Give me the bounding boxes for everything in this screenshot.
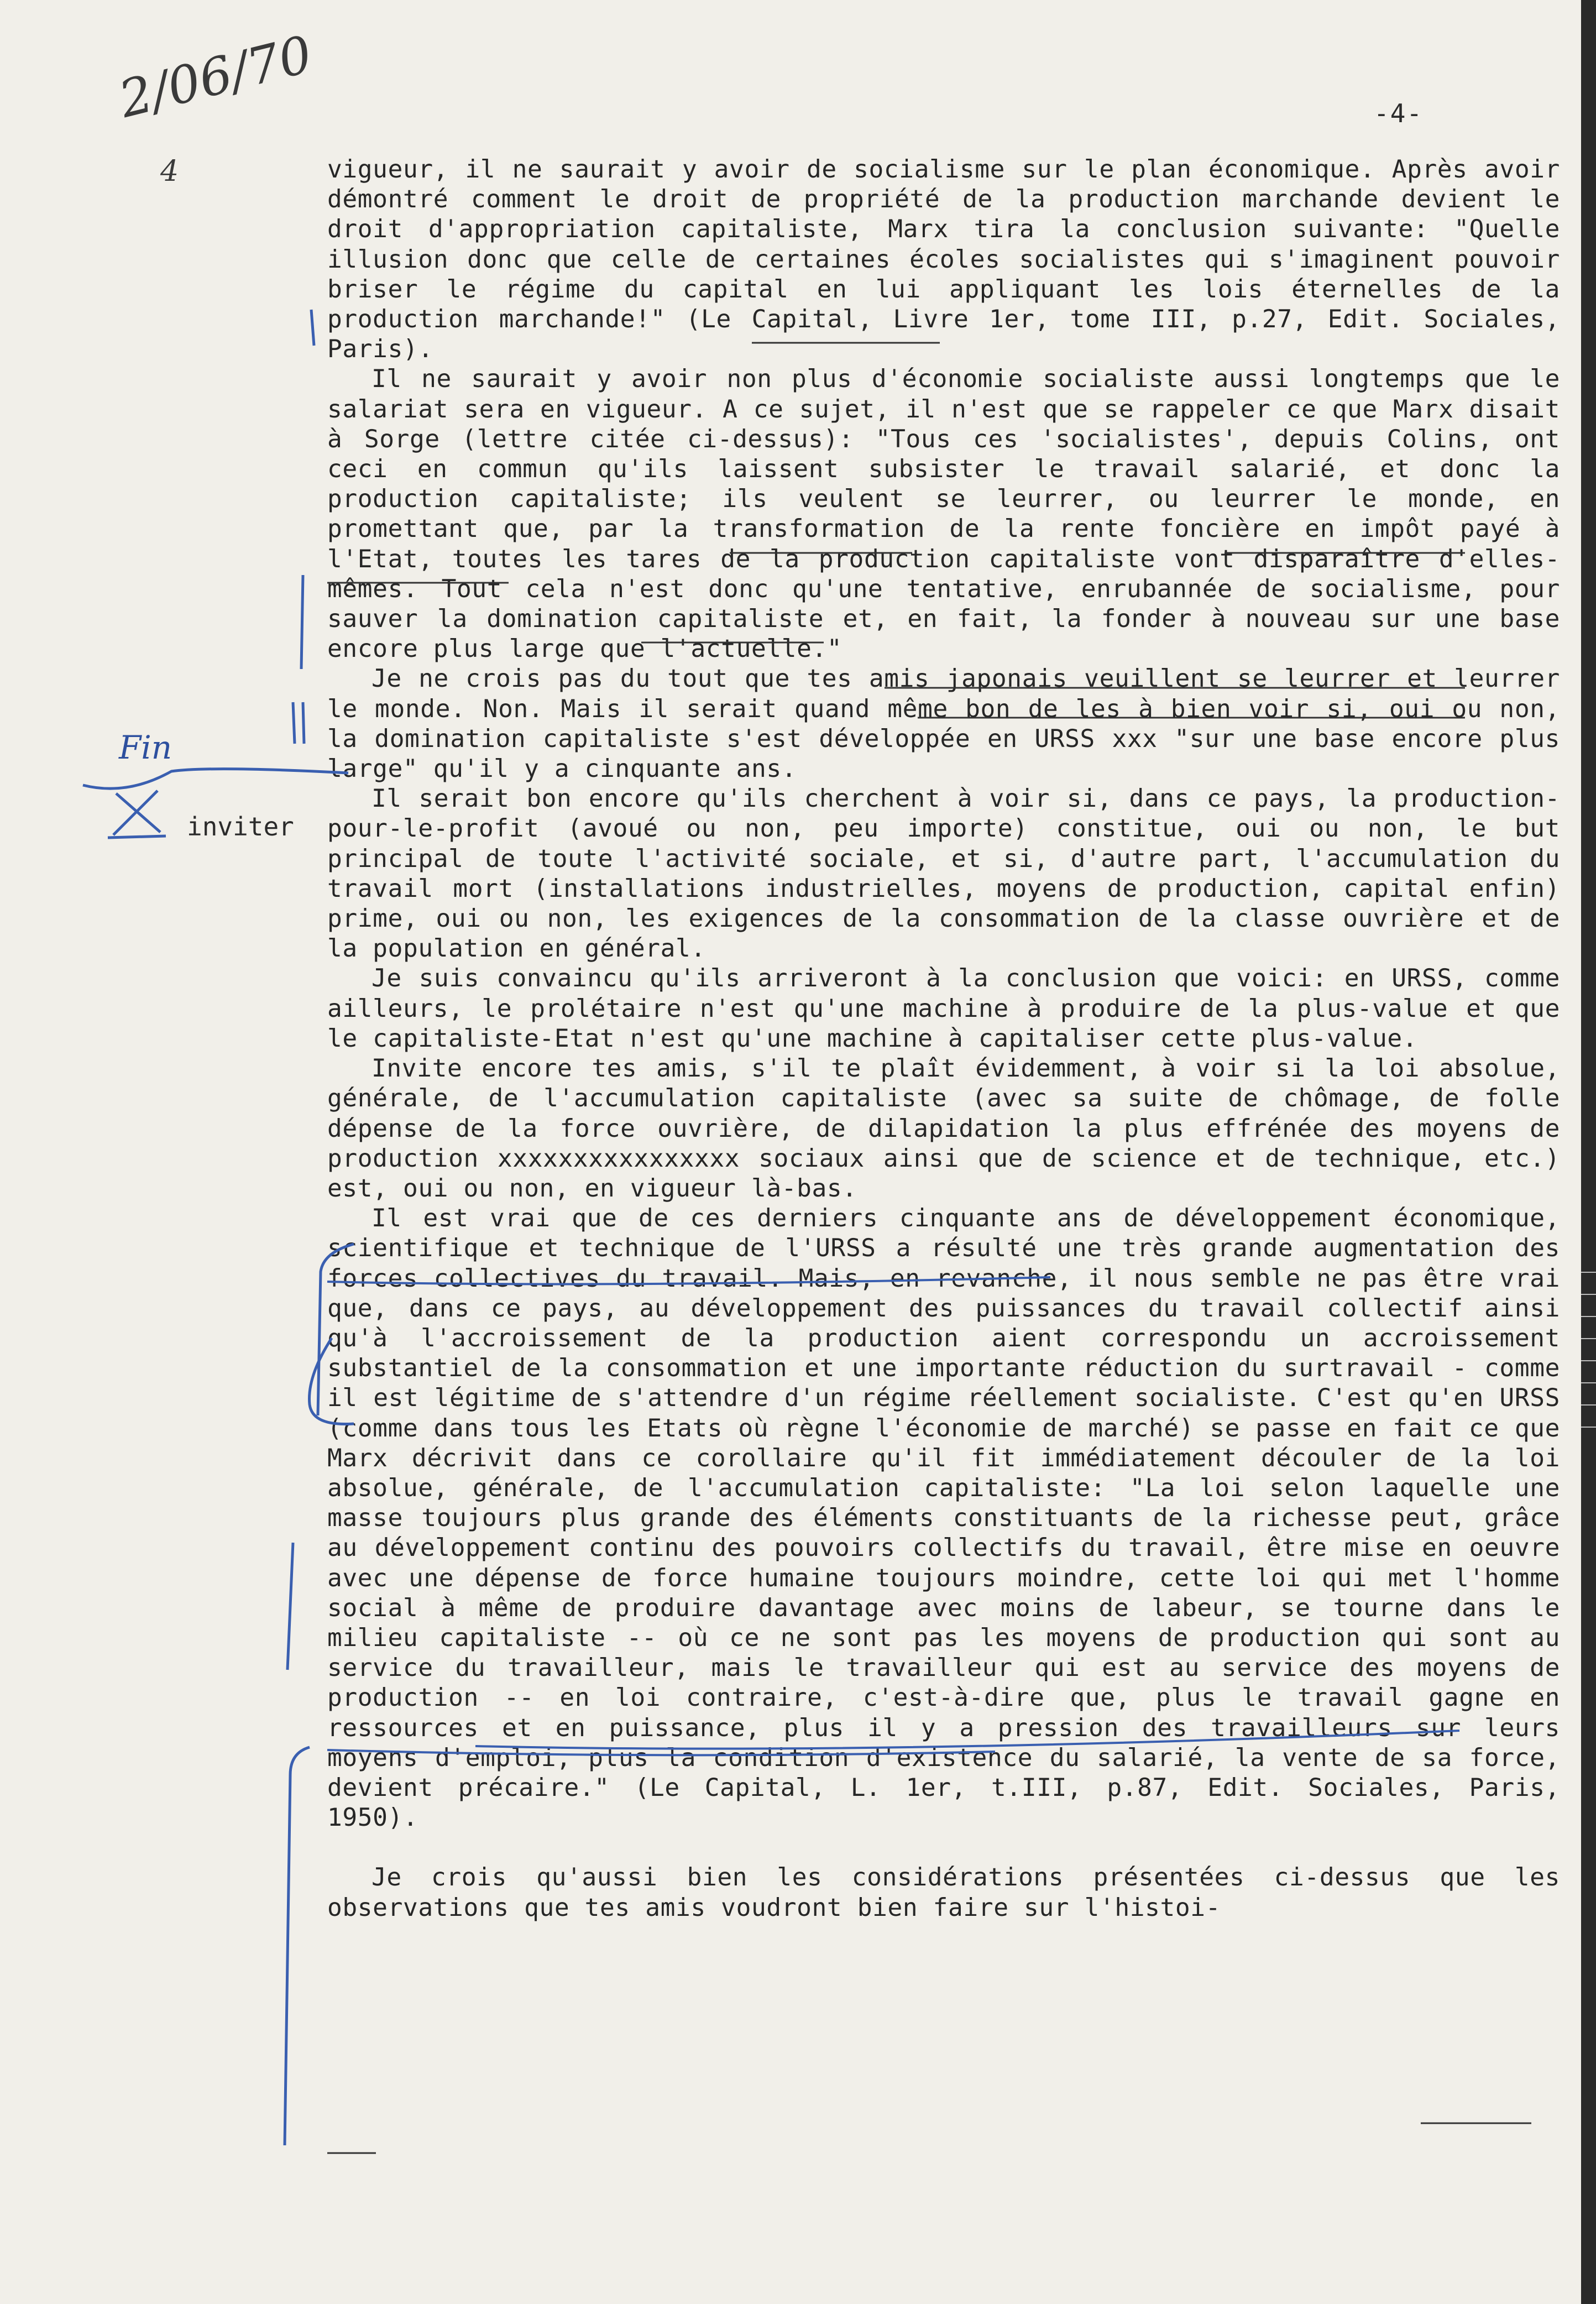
paragraph-8: Je crois qu'aussi bien les considérations présentées ci-dessus que les observations que tes amis voudront bien faire sur l'histoi- [327, 1863, 1560, 1922]
margin-stroke [301, 575, 303, 669]
margin-cross [108, 836, 166, 838]
margin-cross [116, 793, 160, 832]
handwritten-date: 2/06/70 [113, 24, 318, 129]
margin-stroke [287, 1543, 293, 1670]
letter-body [327, 155, 1560, 1923]
handwritten-note: 4 [160, 155, 179, 188]
margin-stroke [293, 702, 295, 744]
margin-cross [113, 791, 158, 835]
margin-stroke [311, 310, 314, 346]
margin-note-inviter: inviter [187, 812, 294, 842]
paragraph-7: Il est vrai que de ces derniers cinquante ans de développement économique, scientifique et technique de l'URSS a résulté une très grande augmentation des forces collectives du travail. Mais, en revanche, il nous semble ne pas être vrai que, dans ce pays, au développement des puissances du travail collectif ainsi qu'à l'accroissement de la production aient correspondu un accroissement substantiel de la consommation et une importante réduction du surtravail - comme il est légitime de s'attendre d'un régime réellement socialiste. C'est qu'en URSS (comme dans tous les Etats où règne l'économie de marché) se passe en fait ce que Marx décrivit dans ce corollaire qu'il fit immédiatement découler de la loi absolue, générale, de l'accumulation capitaliste: "La loi selon laquelle une masse toujours plus grande des éléments constituants de la richesse peut, grâce au développement continu des pouvoirs collectifs du travail, être mise en oeuvre avec une dépense de force humaine toujours moindre, cette loi qui met l'homme social à même de produire davantage avec moins de labeur, se tourne dans le milieu capitaliste -- où ce ne sont pas les moyens de production qui sont au service du travailleur, mais le travailleur qui est au service des moyens de production -- en loi contraire, c'est-à-dire que, plus le travail gagne en ressources et en puissance, plus il y a pression des travailleurs sur leurs moyens d'emploi, plus la condition d'existence du salarié, la vente de sa force, devient précaire." (Le Capital, L. 1er, t.III, p.87, Edit. Sociales, Paris, 1950). [327, 1204, 1560, 1832]
scan-ruler-edge [1581, 0, 1596, 2304]
paragraph-2: Il ne saurait y avoir non plus d'économie socialiste aussi longtemps que le salariat sera en vigueur. A ce sujet, il n'est que se rappeler ce que Marx disait à Sorge (lettre citée ci-dessus): "Tous ces 'socialistes', depuis Colins, ont ceci en commun qu'ils laissent subsister le travail salarié, et donc la production capitaliste; ils veulent se leurrer, ou leurrer le monde, en promettant que, par la transformation de la rente foncière en impôt payé à l'Etat, toutes les tares de la production capitaliste vont disparaître d'elles-mêmes. Tout cela n'est donc qu'une tentative, enrubannée de socialisme, pour sauver la domination capitaliste et, en fait, la fonder à nouveau sur une base encore plus large que l'actuelle." [327, 365, 1560, 663]
paragraph-6: Invite encore tes amis, s'il te plaît évidemment, à voir si la loi absolue, générale, de l'accumulation capitaliste (avec sa suite de chômage, de folle dépense de la force ouvrière, de dilapidation la plus effrénée des moyens de production xxxxxxxxxxxxxxxx sociaux ainsi que de science et de technique, etc.) est, oui ou non, en vigueur là-bas. [327, 1054, 1560, 1203]
paragraph-4: Il serait bon encore qu'ils cherchent à voir si, dans ce pays, la production-pour-le-profit (avoué ou non, peu importe) constitue, oui ou non, le but principal de toute l'activité sociale, et si, d'autre part, l'accumulation du travail mort (installations industrielles, moyens de production, capital enfin) prime, oui ou non, les exigences de la consommation de la classe ouvrière et de la population en général. [327, 785, 1560, 963]
paragraph-5: Je suis convaincu qu'ils arriveront à la conclusion que voici: en URSS, comme ailleurs, le prolétaire n'est qu'une machine à produire de la plus-value et que le capitaliste-Etat n'est qu'une machine à capitaliser cette plus-value. [327, 964, 1560, 1053]
margin-bracket [285, 1747, 310, 2145]
margin-note-fin: Fin [119, 729, 172, 766]
margin-stroke [303, 702, 304, 744]
paragraph-3: Je ne crois pas du tout que tes amis japonais veuillent se leurrer et leurrer le monde. Non. Mais il serait quand même bon de les à bien voir si, oui ou non, la domination capitaliste s'est développée en URSS xxx "sur une base encore plus large" qu'il y a cinquante ans. [327, 665, 1560, 783]
paragraph-1: vigueur, il ne saurait y avoir de socialisme sur le plan économique. Après avoir démontré comment le droit de propriété de la production marchande devient le droit d'appropriation capitaliste, Marx tira la conclusion suivante: "Quelle illusion donc que celle de certaines écoles socialistes qui s'imaginent pouvoir briser le régime du capital en lui appliquant les lois éternelles de la production marchande!" (Le Capital, Livre 1er, tome III, p.27, Edit. Sociales, Paris). [327, 155, 1560, 364]
margin-cross [83, 769, 348, 789]
page-number: -4- [1374, 98, 1424, 128]
